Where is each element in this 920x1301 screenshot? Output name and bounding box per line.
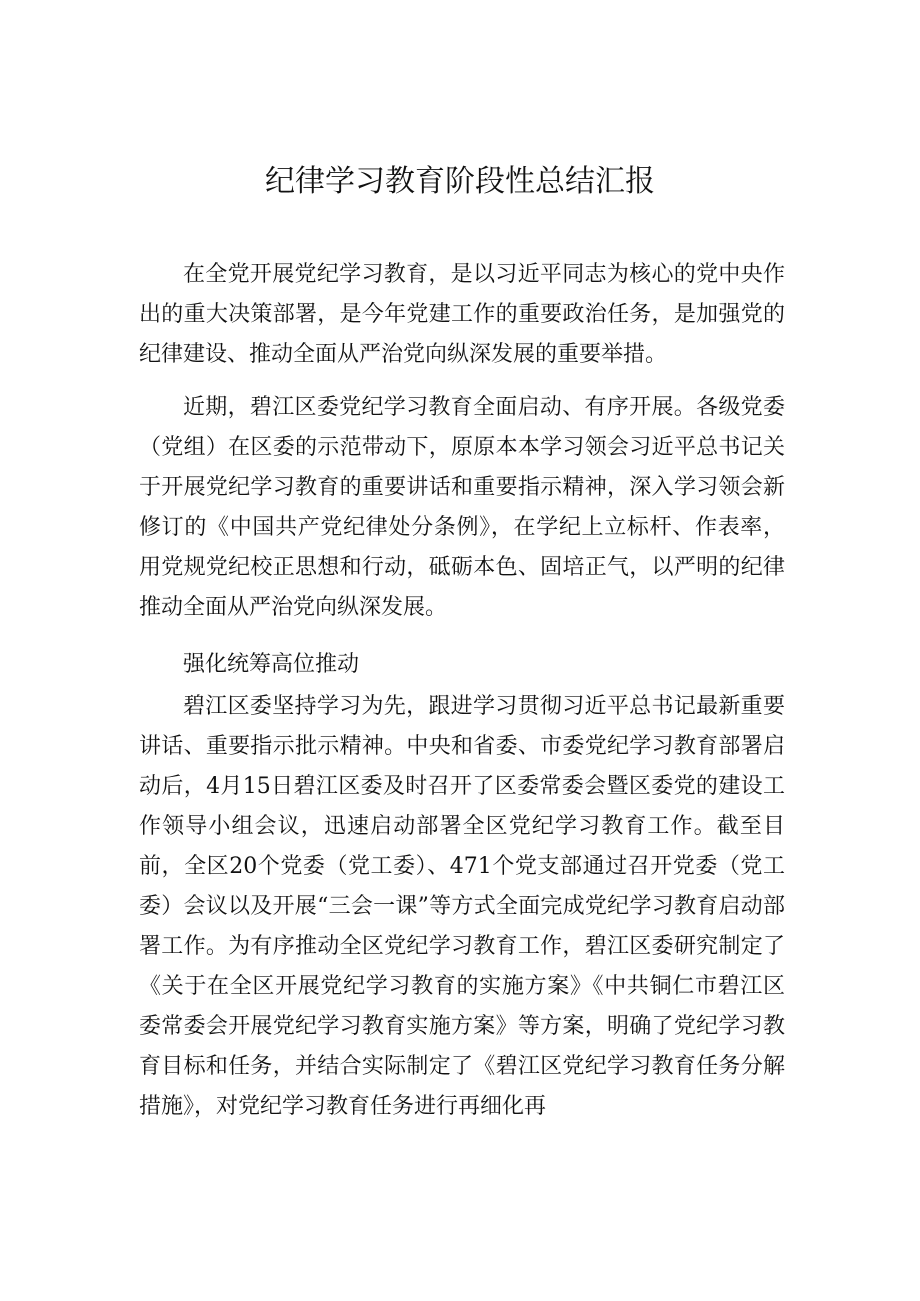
section-paragraph: 碧江区委坚持学习为先，跟进学习贯彻习近平总书记最新重要讲话、重要指示批示精神。中央和省委、市委党纪学习教育部署启动后，4月15日碧江区委及时召开了区委常委会暨区委党的建设工作领导小组会议，迅速启动部署全区党纪学习教育工作。截至目前，全区20个党委（党工委）、471个党支部通过召开党委（党工委）会议以及开展“三会一课”等方式全面完成党纪学习教育启动部署工作。为有序推动全区党纪学习教育工作，碧江区委研究制定了《关于在全区开展党纪学习教育的实施方案》《中共铜仁市碧江区委常委会开展党纪学习教育实施方案》等方案，明确了党纪学习教育目标和任务，并结合实际制定了《碧江区党纪学习教育任务分解措施》，对党纪学习教育任务进行再细化再 xyxy=(139,694,785,1119)
progress-paragraph: 近期，碧江区委党纪学习教育全面启动、有序开展。各级党委（党组）在区委的示范带动下，原原本本学习领会习近平总书记关于开展党纪学习教育的重要讲话和重要指示精神，深入学习领会新修订的《中国共产党纪律处分条例》，在学纪上立标杆、作表率，用党规党纪校正思想和行动，砥砺本色、固培正气，以严明的纪律推动全面从严治党向纵深发展。 xyxy=(139,395,785,620)
intro-paragraph: 在全党开展党纪学习教育，是以习近平同志为核心的党中央作出的重大决策部署，是今年党建工作的重要政治任务，是加强党的纪律建设、推动全面从严治党向纵深发展的重要举措。 xyxy=(139,262,785,367)
document-title: 纪律学习教育阶段性总结汇报 xyxy=(265,164,655,199)
section-heading: 强化统筹高位推动 xyxy=(183,652,360,677)
